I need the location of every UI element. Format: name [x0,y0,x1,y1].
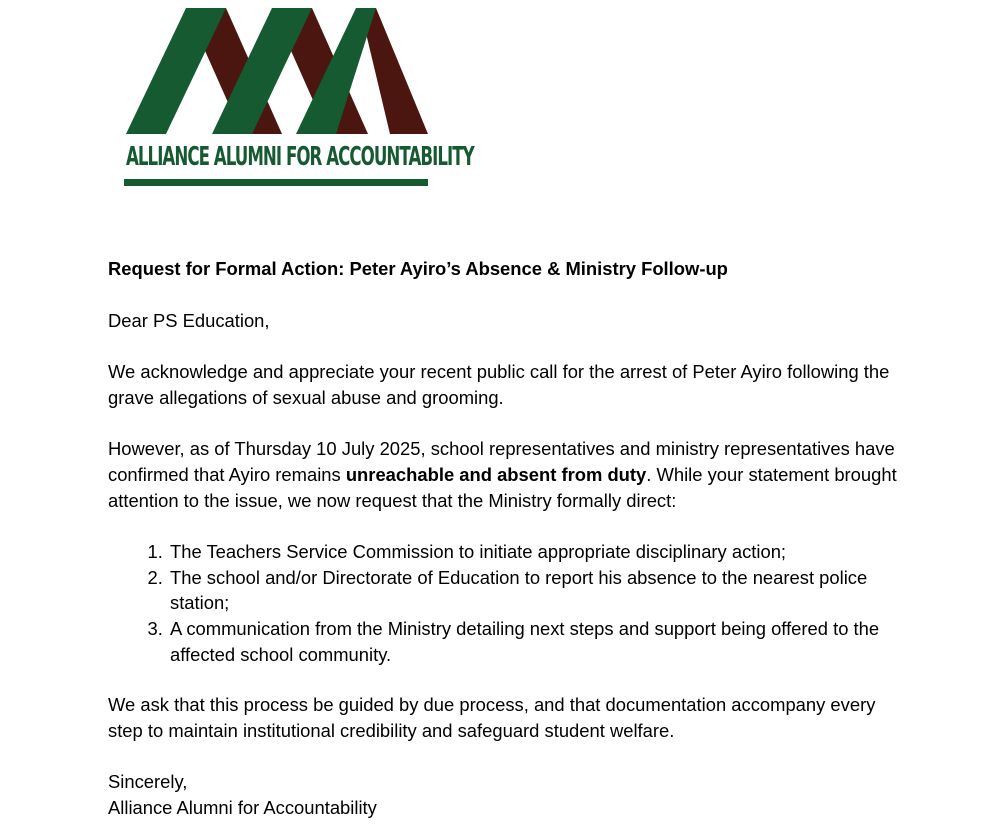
paragraph-2-text-a: However, as of Thursday 10 July 2025, school representatives and ministry representatives have confirmed that Ayiro remains [108,438,895,485]
letterhead-logo [124,8,474,188]
logo-underline [124,179,428,186]
list-item: 3. A communication from the Ministry detailing next steps and support being offered to the affected school community. [168,616,908,667]
paragraph-2-text-b: . While your statement brought attention to the issue, we now request that the Ministry formally direct: [108,463,897,511]
letter-paragraph-1: We acknowledge and appreciate your recent public call for the arrest of Peter Ayiro following the grave allegations of sexual abuse and grooming. [108,361,890,408]
letter-body [108,256,908,821]
logo-mark-icon [124,8,430,138]
letter-closing: Sincerely, [108,771,188,793]
list-item: 1. The Teachers Service Commission to initiate appropriate disciplinary action; [168,539,908,565]
letter-paragraph-2 [108,436,908,513]
letter-signature: Alliance Alumni for Accountability [108,796,377,818]
letter-subject: Request for Formal Action: Peter Ayiro’s Absence & Ministry Follow-up [108,258,728,279]
letter-salutation: Dear PS Education, [108,309,270,331]
request-list [108,539,908,667]
letter-paragraph-3: We ask that this process be guided by due process, and that documentation accompany every step to maintain institutional credibility and safeguard student welfare. [108,694,876,741]
list-item: 2. The school and/or Directorate of Education to report his absence to the nearest police station; [168,565,908,616]
paragraph-2-bold: unreachable and absent from duty [345,463,647,485]
logo-org-name: ALLIANCE ALUMNI FOR ACCOUNTABILITY [126,142,474,172]
